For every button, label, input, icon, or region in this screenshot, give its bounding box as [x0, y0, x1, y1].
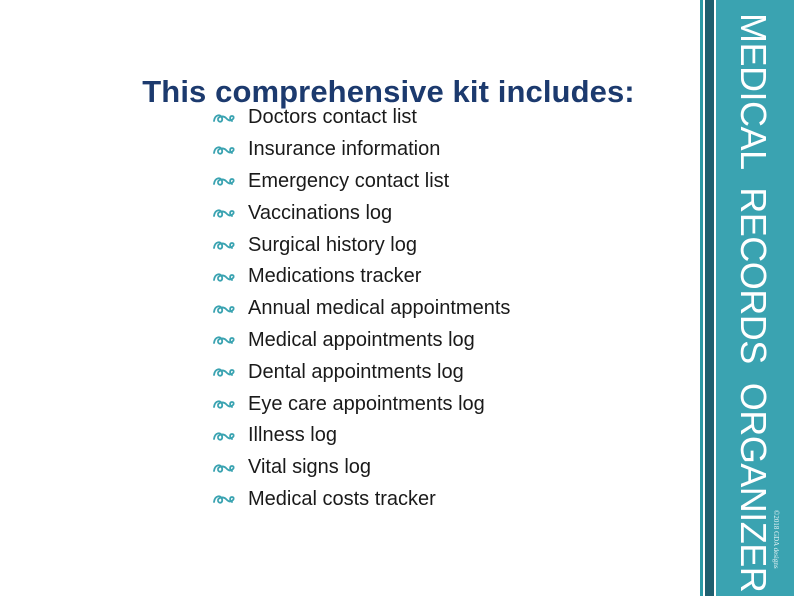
list-item — [212, 102, 510, 134]
list-item — [212, 356, 510, 388]
swirl-bullet-icon — [212, 269, 236, 285]
list-item-label: Medications tracker — [248, 265, 422, 288]
swirl-bullet-icon — [212, 428, 236, 444]
list-item — [212, 197, 510, 229]
swirl-bullet-icon — [212, 205, 236, 221]
swirl-bullet-icon — [212, 142, 236, 158]
list-item — [212, 293, 510, 325]
swirl-bullet-icon — [212, 301, 236, 317]
list-item-label: Doctors contact list — [248, 106, 417, 129]
copyright-text: ©2018 GDA designs — [772, 510, 780, 569]
list-item-label: Surgical history log — [248, 233, 417, 256]
list-item — [212, 484, 510, 516]
sidebar-dark-stripe — [705, 0, 714, 596]
list-item-label: Vital signs log — [248, 456, 372, 479]
list-item-label: Insurance information — [248, 138, 441, 161]
list-item — [212, 452, 510, 484]
list-item — [212, 325, 510, 357]
swirl-bullet-icon — [212, 110, 236, 126]
swirl-bullet-icon — [212, 460, 236, 476]
list-item-label: Eye care appointments log — [248, 392, 485, 415]
sidebar-title: MEDICAL RECORDS ORGANIZER — [733, 13, 774, 593]
list-item — [212, 229, 510, 261]
list-item — [212, 134, 510, 166]
list-item — [212, 261, 510, 293]
swirl-bullet-icon — [212, 332, 236, 348]
swirl-bullet-icon — [212, 173, 236, 189]
list-item-label: Medical appointments log — [248, 328, 475, 351]
swirl-bullet-icon — [212, 237, 236, 253]
list-item-label: Illness log — [248, 424, 337, 447]
list-item-label: Medical costs tracker — [248, 487, 436, 510]
list-item-label: Emergency contact list — [248, 169, 450, 192]
swirl-bullet-icon — [212, 364, 236, 380]
swirl-bullet-icon — [212, 491, 236, 507]
list-item — [212, 420, 510, 452]
kit-contents-list — [212, 102, 510, 515]
list-item-label: Vaccinations log — [248, 201, 393, 224]
swirl-bullet-icon — [212, 396, 236, 412]
page-heading: This comprehensive kit includes: — [142, 73, 635, 109]
list-item-label: Dental appointments log — [248, 360, 464, 383]
list-item — [212, 166, 510, 198]
list-item — [212, 388, 510, 420]
list-item-label: Annual medical appointments — [248, 297, 511, 320]
